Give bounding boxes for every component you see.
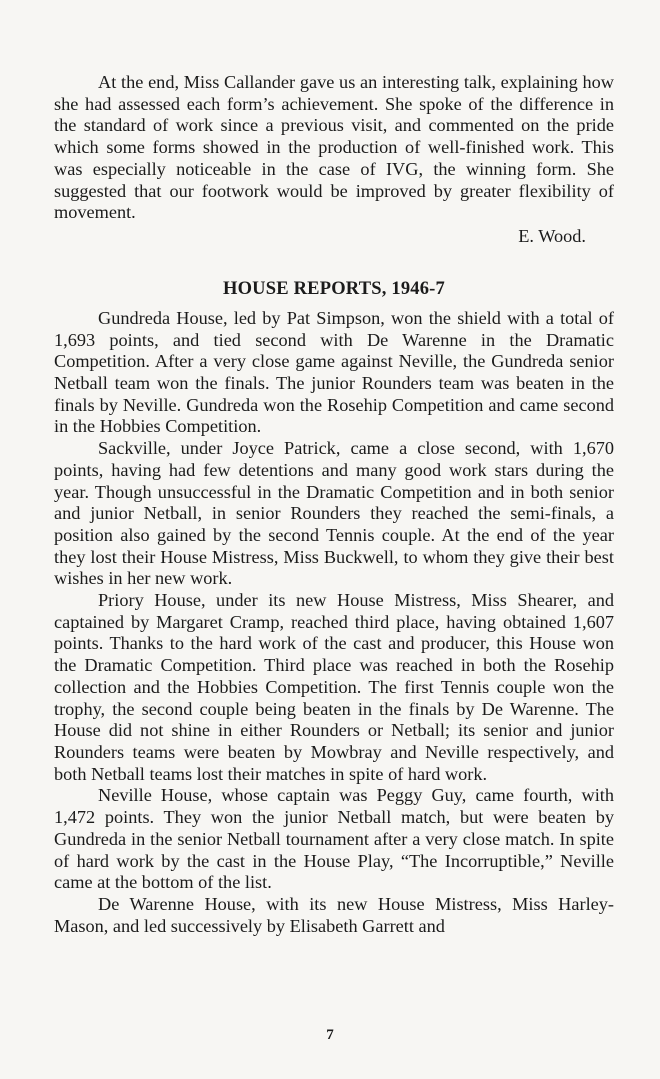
gundreda-report-paragraph: Gundreda House, led by Pat Simpson, won the shield with a total of 1,693 points, and tied second with De Warenne in the Dramatic Competition. After a very close game against Neville, the Gundreda senior Netball team won the finals. The junior Rounders team was beaten in the finals by Neville. Gundreda won the Rosehip Competition and came second in the Hobbies Competition. [54,307,614,437]
section-heading: HOUSE REPORTS, 1946-7 [223,278,445,299]
de-warenne-report-paragraph: De Warenne House, with its new House Mistress, Miss Harley-Mason, and led successively by Elisabeth Garrett and [54,893,614,936]
page-number: 7 [326,1027,334,1043]
author-signature: E. Wood. [518,225,586,246]
text-column [54,72,614,937]
sackville-report-paragraph: Sackville, under Joyce Patrick, came a close second, with 1,670 points, having had few detentions and many good work stars during the year. Though unsuccessful in the Dramatic Competition and in both senior and junior Netball, in senior Rounders they reached the semi-finals, a position also gained by the second Tennis couple. At the end of the year they lost their House Mistress, Miss Buckwell, to whom they give their best wishes in her new work. [54,438,614,589]
neville-report-paragraph: Neville House, whose captain was Peggy Guy, came fourth, with 1,472 points. They won the junior Netball match, but were beaten by Gundreda in the senior Netball tournament after a very close match. In spite of hard work by the cast in the House Play, “The Incorruptible,” Neville came at the bottom of the list. [54,785,614,893]
priory-report-paragraph: Priory House, under its new House Mistress, Miss Shearer, and captained by Margaret Cramp, reached third place, having obtained 1,607 points. Thanks to the hard work of the cast and producer, this House won the Dramatic Competition. Third place was reached in both the Rosehip collection and the Hobbies Competition. The first Tennis couple won the trophy, the second couple being beaten in the finals by De Warenne. The House did not shine in either Rounders or Netball; its senior and junior Rounders teams were beaten by Mowbray and Neville respectively, and both Netball teams lost their matches in spite of hard work. [54,590,614,784]
intro-paragraph: At the end, Miss Callander gave us an interesting talk, explaining how she had assessed each form’s achievement. She spoke of the difference in the standard of work since a previous visit, and commented on the pride which some forms showed in the production of well-finished work. This was especially noticeable in the case of IVG, the winning form. She suggested that our footwork would be improved by greater flexibility of movement. [54,72,614,223]
